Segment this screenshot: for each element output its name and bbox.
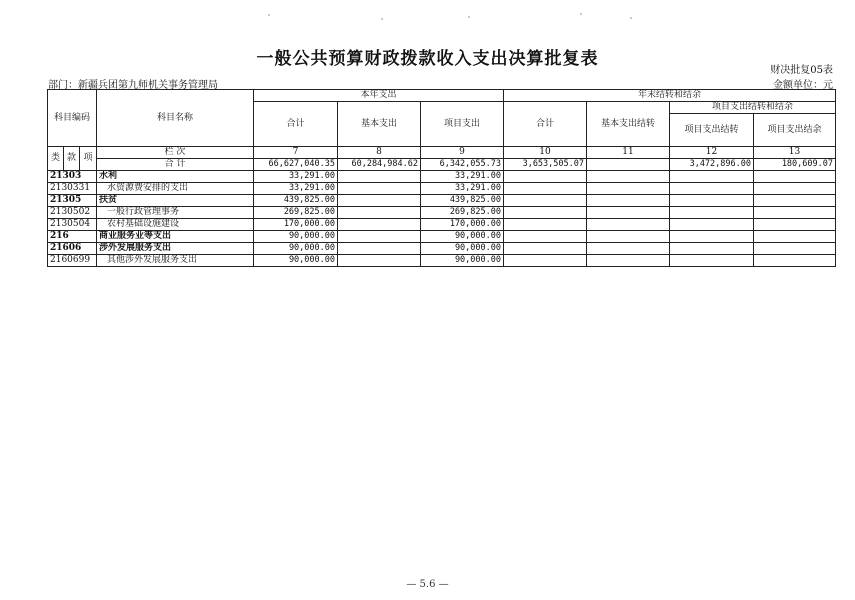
value-cell [338, 219, 421, 231]
subject-name-cell: 水资源费安排的支出 [97, 183, 254, 195]
subject-name-cell: 其他涉外发展服务支出 [97, 255, 254, 267]
project-carry-balance-header: 项目支出结转和结余 [670, 102, 836, 114]
value-cell [670, 183, 754, 195]
value-cell [504, 195, 587, 207]
total-cell: 6,342,055.73 [421, 159, 504, 171]
value-cell [670, 243, 754, 255]
value-cell [754, 231, 836, 243]
value-cell [504, 219, 587, 231]
total-header: 合计 [254, 102, 338, 147]
value-cell [504, 255, 587, 267]
table-row [48, 219, 836, 231]
value-cell [754, 255, 836, 267]
value-cell [754, 243, 836, 255]
value-cell [754, 207, 836, 219]
value-cell: 90,000.00 [254, 243, 338, 255]
subject-code-cell: 21606 [48, 243, 97, 255]
value-cell [504, 171, 587, 183]
total-row [48, 159, 836, 171]
value-cell [587, 243, 670, 255]
value-cell [338, 207, 421, 219]
subject-code-cell: 216 [48, 231, 97, 243]
value-cell [670, 219, 754, 231]
column-label: 栏 次 [97, 147, 254, 159]
data-rows [48, 171, 836, 267]
column-number: 11 [587, 147, 670, 159]
ye-total-header: 合计 [504, 102, 587, 147]
subject-name-header: 科目名称 [97, 90, 254, 147]
value-cell: 269,825.00 [254, 207, 338, 219]
table-row [48, 195, 836, 207]
total-cell: 60,284,984.62 [338, 159, 421, 171]
value-cell [338, 183, 421, 195]
page-number: — 5.6 — [406, 579, 449, 590]
table-row [48, 231, 836, 243]
value-cell [670, 207, 754, 219]
value-cell: 33,291.00 [254, 171, 338, 183]
total-cell: 66,627,040.35 [254, 159, 338, 171]
value-cell: 90,000.00 [421, 243, 504, 255]
value-cell [504, 207, 587, 219]
value-cell [670, 255, 754, 267]
table-row [48, 171, 836, 183]
value-cell [338, 255, 421, 267]
column-number: 13 [754, 147, 836, 159]
table-row [48, 243, 836, 255]
value-cell [338, 231, 421, 243]
department-label: 部门：新疆兵团第九师机关事务管理局 [48, 80, 218, 91]
total-cell [587, 159, 670, 171]
value-cell: 90,000.00 [254, 255, 338, 267]
value-cell: 90,000.00 [254, 231, 338, 243]
value-cell: 90,000.00 [421, 255, 504, 267]
value-cell [670, 231, 754, 243]
project-carryover-header: 项目支出结转 [670, 114, 754, 147]
value-cell [504, 183, 587, 195]
column-number: 10 [504, 147, 587, 159]
lei-header: 类 [48, 147, 64, 171]
total-label: 合 计 [97, 159, 254, 171]
header-row-1 [48, 90, 836, 102]
subject-code-cell: 2130504 [48, 219, 97, 231]
approval-table [47, 89, 836, 267]
value-cell: 33,291.00 [421, 183, 504, 195]
table-row [48, 183, 836, 195]
column-number-row [48, 147, 836, 159]
value-cell [587, 183, 670, 195]
xiang-header: 项 [80, 147, 97, 171]
form-code: 财决批复05表 [770, 65, 833, 76]
value-cell [670, 195, 754, 207]
value-cell [754, 195, 836, 207]
kuan-header: 款 [64, 147, 80, 171]
value-cell: 33,291.00 [254, 183, 338, 195]
value-cell [587, 171, 670, 183]
total-cell: 3,653,505.07 [504, 159, 587, 171]
subject-code-header: 科目编码 [48, 90, 97, 147]
subject-name-cell: 水利 [97, 171, 254, 183]
scan-speck [268, 14, 270, 16]
value-cell [338, 243, 421, 255]
subject-code-cell: 21305 [48, 195, 97, 207]
value-cell: 439,825.00 [421, 195, 504, 207]
column-number: 7 [254, 147, 338, 159]
value-cell: 33,291.00 [421, 171, 504, 183]
value-cell [754, 219, 836, 231]
value-cell: 170,000.00 [254, 219, 338, 231]
scan-speck [580, 13, 582, 15]
total-cell: 180,609.07 [754, 159, 836, 171]
scan-speck [630, 17, 632, 19]
subject-name-cell: 一般行政管理事务 [97, 207, 254, 219]
subject-code-cell: 2130331 [48, 183, 97, 195]
subject-name-cell: 农村基础设施建设 [97, 219, 254, 231]
value-cell [587, 195, 670, 207]
current-year-expense-header: 本年支出 [254, 90, 504, 102]
project-expense-header: 项目支出 [421, 102, 504, 147]
column-number: 12 [670, 147, 754, 159]
table-row [48, 255, 836, 267]
value-cell [587, 231, 670, 243]
project-balance-header: 项目支出结余 [754, 114, 836, 147]
year-end-balance-header: 年末结转和结余 [504, 90, 836, 102]
value-cell [587, 255, 670, 267]
basic-carryover-header: 基本支出结转 [587, 102, 670, 147]
total-cell: 3,472,896.00 [670, 159, 754, 171]
subject-name-cell: 涉外发展服务支出 [97, 243, 254, 255]
value-cell [504, 243, 587, 255]
basic-expense-header: 基本支出 [338, 102, 421, 147]
unit-label: 金额单位：元 [773, 80, 833, 91]
table-title: 一般公共预算财政拨款收入支出决算批复表 [256, 49, 599, 69]
subject-name-cell: 扶贫 [97, 195, 254, 207]
subject-code-cell: 2160699 [48, 255, 97, 267]
value-cell: 269,825.00 [421, 207, 504, 219]
column-number: 8 [338, 147, 421, 159]
value-cell: 170,000.00 [421, 219, 504, 231]
value-cell [338, 195, 421, 207]
column-number: 9 [421, 147, 504, 159]
table-row [48, 207, 836, 219]
value-cell [670, 171, 754, 183]
value-cell: 439,825.00 [254, 195, 338, 207]
subject-code-cell: 2130502 [48, 207, 97, 219]
value-cell [587, 219, 670, 231]
value-cell [504, 231, 587, 243]
scan-speck [468, 16, 470, 18]
value-cell [338, 171, 421, 183]
value-cell [754, 183, 836, 195]
scan-speck [381, 18, 383, 20]
value-cell [754, 171, 836, 183]
subject-name-cell: 商业服务业等支出 [97, 231, 254, 243]
value-cell [587, 207, 670, 219]
value-cell: 90,000.00 [421, 231, 504, 243]
subject-code-cell: 21303 [48, 171, 97, 183]
